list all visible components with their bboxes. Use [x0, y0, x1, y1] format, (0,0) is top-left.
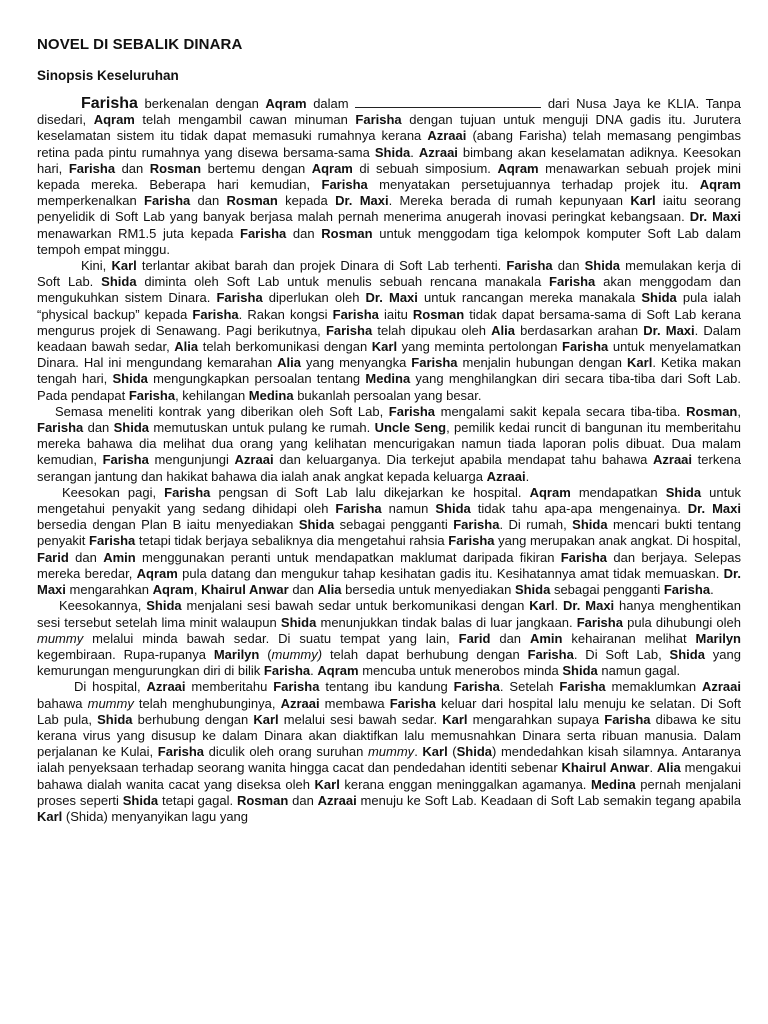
character-name: Azraai	[317, 792, 357, 808]
text-run: menawarkan RM1.5 juta kepada	[37, 225, 240, 241]
character-name: Shida	[146, 598, 182, 614]
document-title: NOVEL DI SEBALIK DINARA	[37, 36, 243, 53]
text-run: memberitahu	[185, 679, 274, 695]
text-run: menunjukkan tindak balas di luar jangkaan.	[316, 614, 577, 630]
character-name: Farisha	[164, 484, 211, 500]
text-run: telah dipukau oleh	[372, 322, 492, 338]
character-name: Farisha	[263, 663, 311, 679]
character-name: Farisha	[81, 95, 138, 112]
text-run: tetapi gagal.	[158, 792, 237, 808]
text-run: dan	[83, 420, 114, 436]
text-run: .	[554, 598, 564, 614]
character-name: Aqram	[317, 663, 359, 679]
text-run: yang kemurungan mengurungkan diri di bilik	[37, 646, 741, 679]
character-name: Khairul Anwar	[561, 760, 650, 776]
character-name: Shida	[112, 371, 148, 387]
character-name: Alia	[656, 760, 681, 776]
character-name: Alia	[317, 582, 342, 598]
character-name: Marilyn	[213, 646, 260, 662]
character-name: Farisha	[411, 355, 458, 371]
character-name: Farisha	[604, 711, 651, 727]
text-run: Semasa meneliti kontrak yang diberikan oleh Soft Lab,	[55, 403, 389, 419]
character-name: Medina	[248, 387, 294, 403]
text-run: hanya menghentikan sesi tersebut setelah lima minit walaupun	[37, 598, 742, 630]
text-run: . Di Soft Lab,	[573, 646, 670, 662]
italic-term: mummy	[87, 695, 134, 711]
text-run: yang meminta pertolongan	[397, 339, 563, 355]
text-run: membawa	[319, 695, 390, 711]
text-run: . Ketika makan tengah hari,	[37, 355, 741, 387]
text-run: Keesokannya,	[59, 598, 147, 614]
character-name: Karl	[630, 193, 656, 209]
text-run: telah mengambil cawan minuman	[134, 112, 356, 128]
text-run: melalui sesi bawah sedar.	[278, 711, 443, 727]
text-run: memperkenalkan	[37, 193, 145, 209]
character-name: Aqram	[136, 565, 178, 581]
character-name: Farisha	[663, 582, 711, 598]
text-run: yang menghilangkan diri secara tiba-tiba dari Soft Lab. Pada pendapat	[37, 371, 742, 403]
text-run: telah menghubunginya,	[133, 695, 281, 711]
text-run: terlantar akibat barah dan projek Dinara di Soft Lab terhenti.	[136, 258, 507, 274]
text-run: dan	[288, 792, 318, 808]
text-run: untuk menyelamatkan Dinara. Hal ini mengundang kemarahan	[37, 339, 741, 371]
text-run: berkenalan dengan	[137, 96, 266, 111]
character-name: Karl	[422, 744, 448, 760]
character-name: Farisha	[453, 517, 500, 533]
text-run: untuk rancangan mereka manakala	[417, 290, 642, 306]
character-name: Farisha	[576, 614, 623, 630]
text-run: (abang Farisha) telah memasang pengimbas retina pada pintu rumahnya yang disewa bersama-sama	[37, 128, 741, 160]
character-name: Farisha	[37, 420, 84, 436]
character-name: Aqram	[93, 112, 135, 128]
character-name: Dr. Maxi	[335, 193, 389, 209]
text-run: menjalani sesi bawah sedar untuk berkomunikasi dengan	[181, 598, 530, 614]
text-run: tetapi tidak berjaya sebaliknya dia mengetahui rahsia	[135, 533, 449, 549]
text-run: tidak tahu apa-apa mengenainya.	[470, 501, 688, 517]
character-name: Farisha	[549, 274, 596, 290]
text-run: memaklumkan	[605, 679, 702, 695]
character-name: Shida	[584, 258, 621, 274]
character-name: Farisha	[527, 646, 574, 662]
paragraph-2	[37, 258, 741, 404]
text-run: menjalin hubungan dengan	[457, 355, 628, 371]
character-name: Shida	[665, 484, 702, 500]
text-run: terkena serangan jantung dan hakikat bahawa dia ialah anak angkat kepada keluarga	[37, 452, 742, 484]
text-run: mengakui bahawa dialah wanita cacat yang diseksa oleh	[37, 760, 741, 792]
character-name: Rosman	[236, 792, 289, 808]
text-run: dan	[115, 160, 150, 176]
text-run: memulakan kerja di Soft Lab.	[37, 258, 741, 290]
character-name: Karl	[371, 339, 398, 355]
text-run: mengunjungi	[148, 452, 235, 468]
text-run: .	[410, 144, 419, 160]
text-run: .	[414, 744, 423, 760]
character-name: Farisha	[559, 679, 606, 695]
fill-in-blank	[355, 97, 541, 108]
text-run: (Shida) menyanyikan lagu yang	[62, 808, 249, 824]
text-run: . Setelah	[499, 679, 560, 695]
character-name: Dr. Maxi	[365, 290, 418, 306]
character-name: Dr. Maxi	[563, 598, 615, 614]
text-run: sebagai pengganti	[334, 517, 454, 533]
text-run: dan	[288, 582, 318, 598]
character-name: Azraai	[653, 452, 693, 468]
text-run: dan	[190, 193, 227, 209]
character-name: Rosman	[226, 193, 278, 209]
text-run: namun	[381, 501, 436, 517]
character-name: Farisha	[273, 679, 320, 695]
text-run: . Mereka berada di rumah kepunyaan	[388, 193, 631, 209]
character-name: Farisha	[240, 225, 287, 241]
text-run: keluar dari hospital lalu menuju ke selatan. Di Soft Lab pula,	[37, 695, 741, 727]
text-run: (	[447, 744, 457, 760]
character-name: Shida	[514, 582, 551, 598]
text-run: menggunakan peranti untuk mendapatkan maklumat daripada fikiran	[135, 549, 561, 565]
character-name: Karl	[627, 355, 653, 371]
character-name: Farisha	[325, 322, 373, 338]
text-run: bukanlah persoalan yang besar.	[293, 387, 482, 403]
text-run: mengarahkan supaya	[467, 711, 605, 727]
character-name: Shida	[298, 517, 335, 533]
text-run: mencari bukti tentang penyakit	[37, 517, 741, 549]
character-name: Shida	[101, 274, 137, 290]
character-name: Karl	[529, 598, 555, 614]
text-run: , pemilik kedai runcit di bangunan itu memberitahu mereka bahawa dia melihat dua orang yang kelihatan mencurigakan namun tiada laporan polis dibuat. Dua malam kemudian,	[37, 420, 741, 468]
character-name: Rosman	[149, 160, 202, 176]
character-name: Aqram	[699, 177, 741, 193]
character-name: Aqram	[497, 160, 539, 176]
character-name: Khairul Anwar	[201, 582, 289, 598]
text-run: yang merupakan anak angkat. Di hospital,	[494, 533, 741, 549]
character-name: Farisha	[448, 533, 495, 549]
text-run: mengarahkan	[65, 582, 153, 598]
character-name: Aqram	[152, 582, 194, 598]
text-run: mengalami sakit kepala secara tiba-tiba.	[435, 403, 687, 419]
text-run: (	[259, 646, 272, 662]
text-run: tentang ibu kandung	[319, 679, 454, 695]
character-name: Farisha	[102, 452, 149, 468]
character-name: Shida	[572, 517, 608, 533]
text-run: .	[310, 663, 318, 679]
text-run: dan	[552, 258, 585, 274]
character-name: Azraai	[280, 695, 320, 711]
character-name: Aqram	[265, 96, 307, 111]
character-name: Karl	[314, 776, 340, 792]
synopsis-body	[37, 96, 741, 825]
text-run: ) mendedahkan kisah silamnya. Antaranya ialah penyeksaan terhadap seorang wanita hingga cacat dan pendedahan identiti sebenar	[37, 744, 741, 776]
character-name: Azraai	[427, 128, 467, 144]
text-run: pernah menjalani proses seperti	[37, 776, 741, 808]
character-name: Farisha	[144, 193, 191, 209]
character-name: Shida	[641, 290, 677, 306]
text-run: mengungkapkan persoalan tentang	[147, 371, 366, 387]
text-run: diculik oleh orang suruhan	[204, 744, 368, 760]
character-name: Shida	[113, 420, 150, 436]
text-run: .	[649, 760, 657, 776]
paragraph-4	[37, 485, 741, 598]
character-name: Marilyn	[695, 630, 741, 646]
character-name: Farisha	[562, 339, 609, 355]
character-name: Farisha	[388, 403, 436, 419]
text-run: akan menggodam dan mengukuhkan sistem Dinara.	[37, 274, 742, 306]
character-name: Shida	[280, 614, 317, 630]
character-name: Farisha	[389, 695, 436, 711]
character-name: Medina	[590, 776, 636, 792]
text-run: . Di rumah,	[499, 517, 573, 533]
character-name: Rosman	[686, 403, 738, 419]
text-run: . Rakan kongsi	[238, 306, 333, 322]
text-run: yang menyangka	[301, 355, 412, 371]
character-name: Alia	[174, 339, 199, 355]
character-name: Uncle Seng	[374, 420, 447, 436]
text-run: untuk menggodam tiga kelompok komputer Soft Lab dalam tempoh empat minggu.	[37, 225, 741, 257]
character-name: Farisha	[506, 258, 553, 274]
character-name: Karl	[111, 258, 137, 274]
text-run: untuk mengetahui penyakit yang sedang dihidapi oleh	[37, 484, 741, 517]
text-run: pula dihubungi oleh	[622, 614, 741, 630]
paragraph-6	[37, 679, 741, 825]
text-run: .	[710, 582, 714, 598]
character-name: Alia	[277, 355, 301, 371]
character-name: Azraai	[418, 144, 458, 160]
text-run: memutuskan untuk pulang ke rumah.	[149, 420, 375, 436]
text-run: Kini,	[81, 258, 112, 274]
text-run: sebagai pengganti	[550, 582, 664, 598]
paragraph-1	[37, 96, 741, 258]
character-name: Alia	[491, 322, 515, 338]
text-run: dan	[490, 630, 530, 646]
paragraph-5	[37, 598, 741, 679]
character-name: Farisha	[335, 501, 382, 517]
character-name: Shida	[456, 744, 493, 760]
text-run: di sebuah simposium.	[352, 160, 498, 176]
text-run: kerana enggan meninggalkan agamanya.	[339, 776, 591, 792]
section-heading: Sinopsis Keseluruhan	[37, 68, 179, 83]
text-run: berhubung dengan	[132, 711, 254, 727]
character-name: Farid	[458, 630, 491, 646]
character-name: Amin	[529, 630, 563, 646]
character-name: Shida	[374, 144, 411, 160]
text-run: kehairanan melihat	[562, 630, 696, 646]
character-name: Dr. Maxi	[643, 322, 695, 338]
text-run: ,	[193, 582, 202, 598]
character-name: Azraai	[701, 679, 742, 695]
italic-term: mummy	[37, 630, 84, 646]
character-name: Farisha	[355, 112, 402, 128]
text-run: dan	[286, 225, 322, 241]
character-name: Shida	[669, 646, 705, 662]
text-run: iaitu seorang penyelidik di Soft Lab yang banyak berjasa malah pernah menerima anugerah inovasi peringkat kebangsaan.	[37, 193, 742, 225]
character-name: Aqram	[311, 160, 353, 176]
text-run: telah dapat berhubung dengan	[322, 646, 528, 662]
text-run: menawarkan sebuah projek mini kepada mereka. Beberapa hari kemudian,	[37, 160, 741, 193]
character-name: Farisha	[128, 387, 176, 403]
text-run: dan berjaya. Selepas mereka beredar,	[37, 549, 741, 581]
character-name: Shida	[122, 792, 159, 808]
text-run: iaitu	[378, 306, 413, 322]
character-name: Dr. Maxi	[37, 565, 741, 598]
text-run: Di hospital,	[74, 679, 147, 695]
text-run: dari Nusa Jaya ke KLIA. Tanpa disedari,	[37, 96, 741, 128]
character-name: Farisha	[560, 549, 608, 565]
text-run: mendapatkan	[570, 484, 666, 500]
character-name: Rosman	[321, 225, 373, 241]
text-run: bertemu dengan	[201, 160, 312, 176]
text-run: dibawa ke situ kerana virus yang disusup ke dalam Dinara akan diaktifkan lalu memusnahkan Dinara serta ribuan manusia. Dalam perjalanan ke Kulai,	[37, 711, 741, 760]
character-name: Farisha	[453, 679, 500, 695]
text-run: , kehilangan	[175, 387, 249, 403]
character-name: Farid	[37, 549, 69, 565]
text-run: telah berkomunikasi dengan	[198, 339, 372, 355]
text-run: ,	[737, 403, 741, 419]
character-name: Azraai	[146, 679, 186, 695]
text-run: . Dalam keadaan bawah sedar,	[37, 322, 741, 355]
character-name: Aqram	[529, 484, 571, 500]
text-run: diperlukan oleh	[262, 290, 366, 306]
text-run: melalui minda bawah sedar. Di suatu tempat yang lain,	[83, 630, 459, 646]
text-run: pula ialah “physical backup” kepada	[37, 290, 741, 322]
character-name: Karl	[37, 808, 63, 824]
character-name: Shida	[562, 663, 598, 679]
italic-term: mummy)	[271, 646, 323, 662]
character-name: Farisha	[216, 290, 263, 306]
character-name: Farisha	[157, 744, 205, 760]
text-run: berdasarkan arahan	[515, 322, 644, 338]
character-name: Azraai	[486, 468, 526, 484]
text-run: dan	[68, 549, 104, 565]
text-run: kepada	[277, 193, 336, 209]
text-run: dengan tujuan untuk menguji DNA gadis itu. Jurutera keselamatan sistem itu tidak dapat memasuki rumahnya kerana	[37, 112, 741, 144]
text-run: mencuba untuk menerobos minda	[358, 663, 563, 679]
character-name: Farisha	[89, 533, 136, 549]
character-name: Dr. Maxi	[689, 209, 742, 225]
text-run: menuju ke Soft Lab. Keadaan di Soft Lab semakin tegang apabila	[356, 792, 741, 808]
text-run: .	[525, 468, 530, 484]
character-name: Dr. Maxi	[687, 501, 741, 517]
document-page	[37, 36, 741, 825]
text-run: diminta oleh Soft Lab untuk menulis sebuah rencana manakala	[136, 274, 550, 290]
character-name: Rosman	[412, 306, 465, 322]
character-name: Karl	[253, 711, 279, 727]
character-name: Farisha	[68, 160, 116, 176]
text-run: pengsan di Soft Lab lalu dikejarkan ke hospital.	[210, 484, 530, 500]
text-run: bahawa	[37, 695, 88, 711]
text-run: Keesokan pagi,	[62, 484, 165, 500]
character-name: Medina	[365, 371, 411, 387]
text-run: menyatakan persetujuannya terhadap projek itu.	[367, 177, 700, 193]
character-name: Shida	[435, 501, 471, 517]
text-run: dan keluarganya. Dia terkejut apabila mendapat tahu bahawa	[273, 452, 653, 468]
italic-term: mummy	[367, 744, 415, 760]
character-name: Azraai	[234, 452, 274, 468]
text-run: bersedia untuk menyediakan	[341, 582, 515, 598]
text-run: pula datang dan mengukur tahap kesihatan gadis itu. Kesihatannya amat tidak memuaskan.	[177, 565, 724, 581]
text-run: bimbang akan keselamatan adiknya. Keesokan hari,	[37, 144, 741, 176]
text-run: tidak dapat bersama-sama di Soft Lab kerana mengurus projek di Senawang. Pagi berikutnya,	[37, 306, 742, 338]
character-name: Amin	[103, 549, 136, 565]
text-run: namun gagal.	[597, 663, 681, 679]
character-name: Farisha	[321, 177, 368, 193]
character-name: Farisha	[332, 306, 379, 322]
text-run: dalam	[306, 96, 356, 111]
text-run: bersedia dengan Plan B iaitu menyediakan	[37, 517, 299, 533]
character-name: Farisha	[192, 306, 239, 322]
paragraph-3	[37, 404, 741, 485]
text-run: kegembiraan. Rupa-rupanya	[37, 646, 214, 662]
character-name: Karl	[442, 711, 468, 727]
character-name: Shida	[97, 711, 133, 727]
